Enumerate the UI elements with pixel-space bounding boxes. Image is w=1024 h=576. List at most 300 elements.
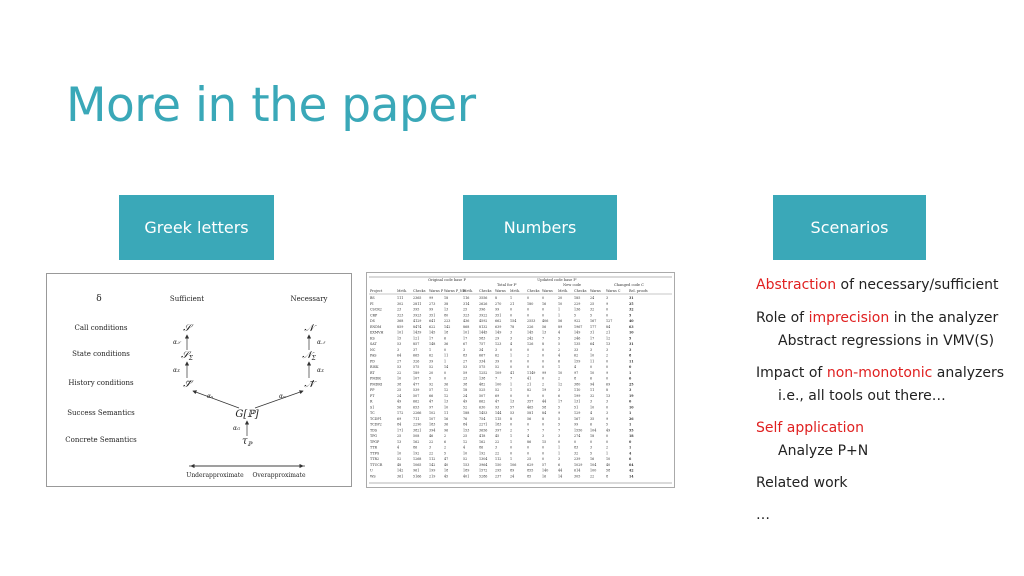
- table-cell: 104: [590, 428, 597, 433]
- note-analyze-pn: Analyze P+N: [778, 443, 869, 459]
- table-cell: 107: [413, 376, 420, 381]
- table-cell: 25: [527, 457, 532, 461]
- table-cell: 0: [542, 347, 545, 352]
- table-cell: 395: [413, 307, 420, 312]
- table-cell: 1: [510, 388, 513, 392]
- greek-letters-button[interactable]: Greek letters: [119, 195, 274, 260]
- table-cell: 6: [444, 336, 447, 341]
- table-cell: 406: [542, 319, 549, 323]
- table-cell: 0: [542, 307, 545, 312]
- svg-text:α𝒮: α𝒮: [173, 339, 181, 346]
- table-row: [370, 296, 634, 300]
- note-self-application: Self application: [756, 420, 864, 436]
- table-cell: 3: [510, 336, 513, 341]
- table-cell: 6: [590, 376, 593, 381]
- table-cell: 93: [495, 405, 500, 410]
- table-cell: 0: [510, 445, 513, 450]
- table-row: [370, 423, 631, 427]
- table-project-cell: TPGP: [370, 439, 380, 444]
- table-cell: 8132: [479, 324, 488, 329]
- table-cell: 76: [463, 416, 468, 421]
- table-project-cell: KS: [370, 336, 375, 341]
- table-project-cell: CSCR2: [370, 307, 382, 312]
- table-cell: 35: [590, 416, 595, 421]
- table-cell: 0: [527, 347, 530, 352]
- table-header-cell: Checks: [574, 289, 587, 293]
- table-cell: 0: [574, 439, 577, 444]
- table-cell: 1: [629, 445, 632, 450]
- table-cell: 0: [590, 439, 593, 444]
- table-cell: 575: [413, 365, 420, 369]
- table-row: [370, 325, 634, 329]
- table-cell: 185: [574, 296, 581, 300]
- table-cell: 3: [558, 388, 561, 392]
- table-cell: 189: [463, 468, 470, 473]
- table-cell: 32: [629, 307, 634, 312]
- table-cell: 14: [444, 365, 449, 369]
- table-cell: 20: [429, 370, 434, 375]
- table-cell: 38: [463, 382, 468, 387]
- table-cell: 172: [397, 411, 404, 415]
- table-cell: 0: [542, 365, 545, 369]
- table-cell: 13: [444, 399, 449, 404]
- table-row: [370, 365, 632, 369]
- table-cell: 149: [574, 330, 581, 335]
- table-cell: 5: [629, 313, 632, 318]
- table-row: [370, 411, 631, 415]
- table-group-original: Original code base P: [428, 278, 466, 282]
- table-row: [370, 382, 634, 386]
- table-cell: 3922: [479, 313, 488, 318]
- table-header-cell: Warns P_NR: [444, 289, 466, 293]
- table-cell: 295: [495, 468, 502, 473]
- table-cell: 142: [429, 462, 436, 467]
- table-cell: 401: [463, 474, 470, 479]
- table-cell: 13: [397, 439, 402, 444]
- table-cell: 0: [606, 376, 609, 381]
- table-header-cell: Rel. proofs: [629, 289, 648, 293]
- table-cell: 39: [429, 359, 434, 364]
- table-project-cell: TTR2: [370, 457, 380, 461]
- table-cell: 1: [629, 411, 632, 415]
- table-cell: 0: [606, 365, 609, 369]
- table-cell: 1029: [574, 462, 583, 467]
- table-cell: 10: [397, 451, 402, 456]
- table-cell: 2: [558, 347, 561, 352]
- table-cell: 302: [397, 301, 404, 306]
- table-cell: 351: [495, 313, 502, 318]
- table-cell: 237: [495, 474, 502, 479]
- table-cell: 99: [542, 370, 547, 375]
- table-cell: 629: [527, 462, 534, 467]
- table-cell: 0: [527, 451, 530, 456]
- table-cell: 144: [495, 411, 502, 415]
- table-cell: 86: [479, 445, 484, 450]
- table-cell: 63: [629, 324, 634, 329]
- table-project-cell: PAS: [370, 353, 377, 358]
- table-cell: 0: [629, 365, 632, 369]
- table-cell: 3: [629, 347, 632, 352]
- table-cell: 145: [429, 330, 436, 335]
- table-cell: 1: [510, 457, 513, 461]
- table-cell: 11: [444, 353, 449, 358]
- table-project-cell: CRP: [370, 313, 378, 318]
- table-cell: 177: [590, 324, 597, 329]
- table-cell: 3: [590, 445, 593, 450]
- table-cell: 16: [590, 457, 595, 461]
- table-cell: 18: [444, 330, 449, 335]
- table-cell: 23: [397, 307, 402, 312]
- overapproximate-label: Overapproximate: [252, 472, 306, 479]
- table-cell: 436: [463, 319, 470, 323]
- table-row: [370, 342, 634, 346]
- table-cell: 142: [397, 468, 404, 473]
- table-row: [370, 319, 634, 323]
- table-cell: 3: [629, 388, 632, 392]
- table-cell: 49: [606, 428, 611, 433]
- table-cell: 40: [444, 462, 449, 467]
- table-header-cell: Meth.: [397, 289, 408, 293]
- table-cell: 665: [413, 353, 420, 358]
- table-cell: 57: [429, 388, 434, 392]
- table-project-cell: TCDP1: [370, 416, 382, 421]
- table-row: [370, 446, 631, 450]
- table-cell: 3: [590, 399, 593, 404]
- table-cell: 0: [606, 307, 609, 312]
- table-cell: 0: [527, 365, 530, 369]
- table-cell: 229: [574, 301, 581, 306]
- table-row: [370, 348, 632, 352]
- table-cell: 10: [463, 451, 468, 456]
- table-cell: 9: [558, 411, 561, 415]
- table-cell: 167: [574, 416, 581, 421]
- table-row: [370, 331, 634, 335]
- table-cell: 274: [574, 434, 581, 438]
- table-cell: 0: [527, 393, 530, 398]
- table-cell: 62: [574, 353, 579, 358]
- table-cell: 11: [629, 359, 634, 364]
- table-cell: 8: [606, 388, 609, 392]
- table-cell: 1149: [527, 370, 536, 375]
- table-cell: 49: [463, 399, 468, 404]
- table-project-cell: PD: [370, 359, 375, 364]
- table-cell: 226: [527, 324, 534, 329]
- table-cell: 121: [413, 336, 420, 341]
- table-cell: 0: [527, 445, 530, 450]
- table-cell: 3964: [479, 462, 488, 467]
- table-cell: 855: [527, 468, 534, 473]
- note-abstraction: Abstraction of necessary/sufficient: [756, 277, 999, 293]
- note-related-work: Related work: [756, 475, 848, 491]
- table-cell: 53: [397, 365, 402, 369]
- table-cell: 368: [397, 319, 404, 323]
- table-cell: 97: [429, 405, 434, 410]
- table-row: [370, 377, 632, 381]
- table-cell: 242: [527, 336, 534, 341]
- table-cell: 45: [444, 474, 449, 479]
- table-row: [370, 302, 634, 306]
- table-cell: 64: [629, 462, 634, 467]
- table-cell: 17: [429, 336, 434, 341]
- svg-text:𝒮⃗: 𝒮⃗: [183, 379, 191, 390]
- table-cell: 62: [495, 353, 500, 358]
- table-cell: 56: [397, 405, 402, 410]
- table-row: [370, 474, 634, 478]
- table-cell: 482: [479, 382, 486, 387]
- table-cell: 6: [629, 376, 632, 381]
- table-cell: 18: [444, 468, 449, 473]
- table-cell: 116: [463, 296, 470, 300]
- table-cell: 64: [397, 353, 402, 358]
- table-cell: 112: [429, 457, 436, 461]
- table-cell: 15: [397, 336, 402, 341]
- table-cell: 21: [527, 382, 532, 387]
- table-cell: 20: [558, 296, 563, 300]
- table-cell: 662: [413, 399, 420, 404]
- table-cell: 5: [558, 416, 561, 421]
- table-cell: 150: [495, 462, 502, 467]
- svg-text:αΣ: αΣ: [173, 367, 180, 374]
- table-cell: 6: [558, 359, 561, 364]
- table-cell: 0: [527, 422, 530, 427]
- table-cell: 25: [397, 434, 402, 438]
- table-cell: 7: [542, 428, 545, 433]
- table-cell: 0: [510, 307, 513, 312]
- table-cell: 396: [479, 307, 486, 312]
- table-cell: 38: [397, 382, 402, 387]
- table-project-cell: FI: [370, 301, 374, 306]
- table-cell: 8: [542, 416, 545, 421]
- table-cell: 11: [590, 359, 595, 364]
- table-cell: 3: [590, 347, 593, 352]
- table-cell: 106: [510, 462, 517, 467]
- table-cell: 84: [542, 411, 547, 415]
- table-cell: 5: [558, 336, 561, 341]
- table-cell: 0: [510, 313, 513, 318]
- table-cell: 53: [463, 365, 468, 369]
- table-cell: 25: [397, 388, 402, 392]
- table-project-cell: RISK: [370, 365, 379, 369]
- table-project-cell: TTUCR: [370, 462, 383, 467]
- table-cell: 89: [510, 468, 515, 473]
- table-cell: 31: [629, 296, 634, 300]
- table-cell: 2811: [413, 301, 422, 306]
- table-cell: 1572: [479, 468, 488, 473]
- table-cell: 41: [527, 376, 532, 381]
- table-header-cell: Warns: [495, 289, 506, 293]
- table-project-cell: EXMVH: [370, 330, 384, 335]
- svg-text:αG: αG: [233, 425, 241, 432]
- table-row: [370, 308, 634, 312]
- table-row: [370, 336, 632, 340]
- table-cell: 52: [397, 457, 402, 461]
- table-header-cell: Warns: [590, 289, 601, 293]
- table-cell: 148: [429, 342, 436, 346]
- row-state-conditions: State conditions: [72, 350, 130, 358]
- table-project-cell: S1: [370, 405, 375, 410]
- table-header-cell: Warns C: [606, 289, 621, 293]
- table-cell: 109: [495, 370, 502, 375]
- table-cell: 3: [558, 457, 561, 461]
- table-cell: 0: [444, 347, 447, 352]
- table-cell: 0: [542, 376, 545, 381]
- table-cell: 188: [463, 411, 470, 415]
- table-cell: 47: [429, 399, 434, 404]
- table-cell: 22: [429, 451, 434, 456]
- table-cell: 0: [542, 353, 545, 358]
- table-cell: 153: [463, 428, 470, 433]
- table-cell: 0: [510, 451, 513, 456]
- table-sub-total: Total for P': [497, 283, 517, 287]
- table-cell: 102: [429, 411, 436, 415]
- table-row: [370, 359, 634, 363]
- table-cell: 0: [590, 365, 593, 369]
- table-cell: 351: [429, 313, 436, 318]
- table-cell: 314: [463, 301, 470, 306]
- table-cell: 8: [606, 474, 609, 479]
- row-success-semantics: Success Semantics: [67, 409, 135, 417]
- table-cell: 0: [510, 347, 513, 352]
- table-cell: 9: [606, 370, 609, 375]
- table-sub-new: New code: [562, 283, 582, 287]
- table-cell: 2: [606, 445, 609, 450]
- table-row: [370, 405, 634, 409]
- table-cell: 84: [606, 324, 611, 329]
- table-cell: 239: [574, 457, 581, 461]
- table-cell: 270: [495, 301, 502, 306]
- table-cell: 0: [542, 313, 545, 318]
- table-cell: 25: [590, 301, 595, 306]
- table-cell: 4592: [479, 319, 488, 323]
- table-cell: 5: [558, 422, 561, 427]
- table-cell: 3: [510, 330, 513, 335]
- table-cell: 1: [510, 296, 513, 300]
- table-cell: 653: [413, 405, 420, 410]
- table-cell: 7: [510, 376, 513, 381]
- table-cell: 192: [413, 451, 420, 456]
- table-project-cell: PMDR: [370, 376, 381, 381]
- svg-text:αs: αs: [207, 393, 214, 400]
- table-cell: 326: [413, 359, 420, 364]
- table-cell: 10: [629, 405, 634, 410]
- table-project-cell: PP: [370, 388, 375, 392]
- svg-text:α𝒩: α𝒩: [317, 339, 325, 346]
- svg-text:𝒮Σ: 𝒮$_\Sigma$: [181, 350, 193, 362]
- table-cell: 29: [495, 336, 500, 341]
- table-row: [370, 371, 631, 375]
- table-cell: 69: [397, 416, 402, 421]
- table-cell: 17: [463, 336, 468, 341]
- table-header: [370, 289, 648, 293]
- note-abstract-regressions: Abstract regressions in VMV(S): [778, 333, 995, 349]
- table-cell: 13: [444, 307, 449, 312]
- table-cell: 2: [542, 382, 545, 387]
- table-cell: 25: [463, 307, 468, 312]
- diagram-svg: [47, 274, 351, 486]
- delta-label: δ: [96, 294, 102, 304]
- table-row: [370, 469, 634, 473]
- table-cell: 507: [479, 393, 486, 398]
- table-cell: 94: [590, 382, 595, 387]
- svg-text:G[ℙ]: G[ℙ]: [235, 409, 259, 420]
- table-cell: 171: [397, 428, 404, 433]
- table-header-cell: Project: [370, 289, 383, 293]
- table-cell: 183: [429, 422, 436, 427]
- table-cell: 53: [397, 342, 402, 346]
- sufficient-header: Sufficient: [169, 295, 205, 303]
- table-cell: 42: [629, 468, 634, 473]
- table-cell: 639: [495, 324, 502, 329]
- table-cell: 3: [429, 445, 432, 450]
- table-cell: 508: [413, 434, 420, 438]
- table-group-updated: Updated code base P': [537, 278, 577, 282]
- table-cell: 757: [479, 342, 486, 346]
- table-cell: 0: [542, 457, 545, 461]
- table-cell: 2266: [413, 411, 422, 415]
- table-cell: 55: [629, 428, 634, 433]
- table-cell: 13: [542, 330, 547, 335]
- table-cell: 2: [444, 434, 447, 438]
- table-cell: 199: [429, 468, 436, 473]
- numbers-button[interactable]: Numbers: [463, 195, 617, 260]
- svg-text:𝒮: 𝒮: [183, 323, 191, 334]
- table-cell: 21: [606, 330, 611, 335]
- table-cell: 0: [606, 359, 609, 364]
- table-cell: 1: [558, 313, 561, 318]
- table-cell: 507: [413, 393, 420, 398]
- table-cell: 5: [629, 336, 632, 341]
- table-cell: 22: [495, 439, 500, 444]
- table-cell: 22: [495, 451, 500, 456]
- svg-text:𝒩Σ: 𝒩$_\Sigma$: [302, 350, 316, 362]
- table-cell: 69: [495, 393, 500, 398]
- scenarios-button[interactable]: Scenarios: [773, 195, 926, 260]
- table-cell: 136: [574, 307, 581, 312]
- table-cell: 32: [590, 393, 595, 398]
- table-cell: 2: [606, 353, 609, 358]
- table-cell: 305: [574, 474, 581, 479]
- table-project-cell: TDS: [370, 428, 378, 433]
- table-cell: 56: [527, 416, 532, 421]
- svg-text:αΣ: αΣ: [317, 367, 324, 374]
- table-header-cell: Meth.: [463, 289, 474, 293]
- table-cell: 149: [495, 330, 502, 335]
- table-cell: 3923: [413, 313, 422, 318]
- table-cell: 14: [629, 474, 634, 479]
- table-cell: 4: [558, 353, 561, 358]
- table-cell: 394: [429, 428, 436, 433]
- table-cell: 33: [574, 347, 579, 352]
- table-cell: 1453: [479, 411, 488, 415]
- table-cell: 18: [590, 434, 595, 438]
- table-cell: 0: [510, 422, 513, 427]
- table-cell: 3: [606, 411, 609, 415]
- table-project-cell: PMDRI: [370, 382, 383, 387]
- table-cell: 89: [558, 324, 563, 329]
- table-cell: 380: [574, 382, 581, 387]
- table-cell: 100: [495, 382, 502, 387]
- table-cell: 5: [558, 342, 561, 346]
- table-cell: 15: [542, 439, 547, 444]
- table-project-cell: BS: [370, 296, 375, 300]
- svg-text:𝒩⃗: 𝒩⃗: [304, 379, 314, 390]
- table-cell: 27: [397, 359, 402, 364]
- table-cell: 142: [444, 324, 451, 329]
- table-cell: 18: [463, 388, 468, 392]
- table-row: [370, 434, 634, 438]
- table-cell: 53: [510, 411, 515, 415]
- table-project-cell: PT: [370, 393, 375, 398]
